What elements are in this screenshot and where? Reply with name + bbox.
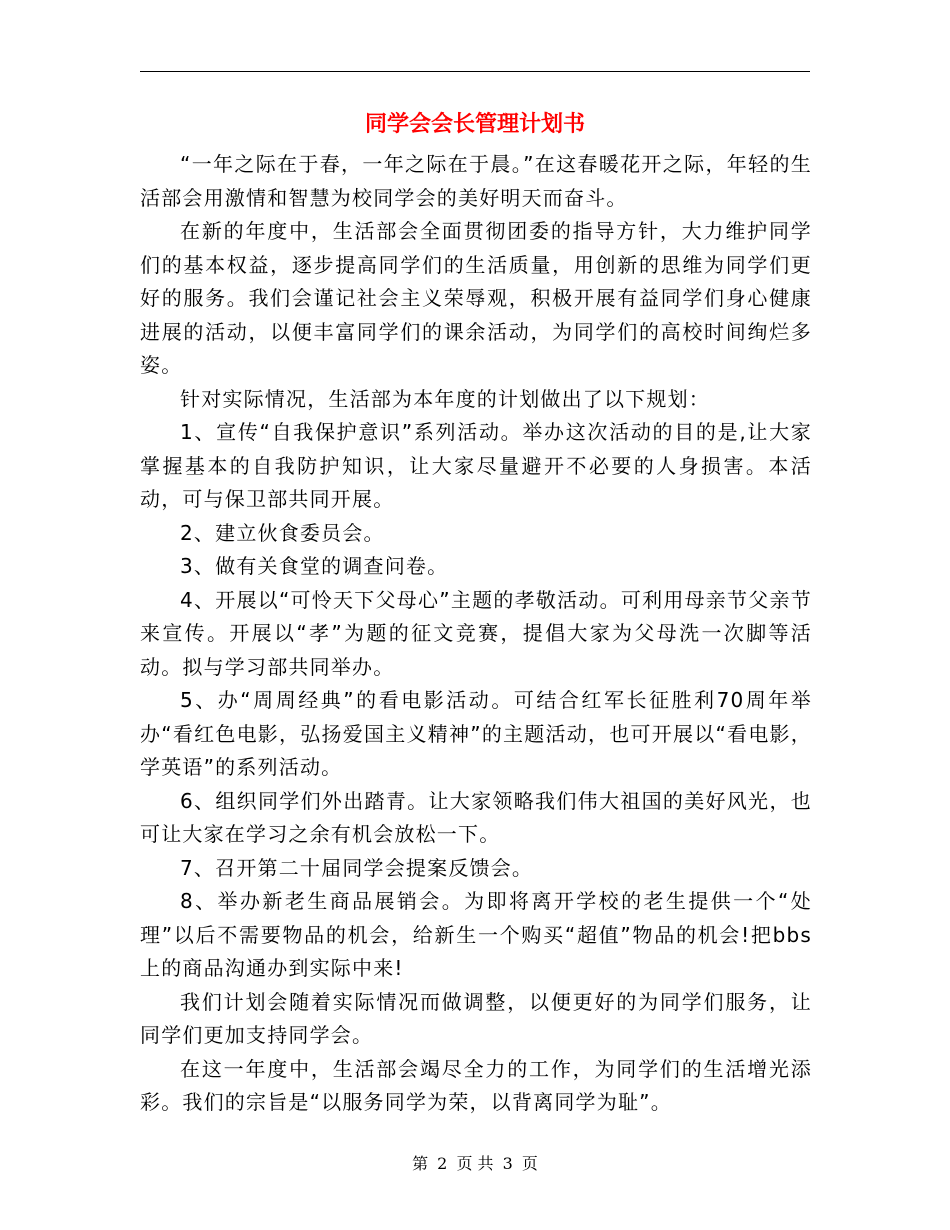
header-rule (140, 71, 810, 72)
document-title: 同学会会长管理计划书 (364, 112, 585, 137)
page-footer (0, 1152, 950, 1176)
plan-item-2: 2、建立伙食委员会。 (180, 520, 385, 545)
plan-item-7: 7、召开第二十届同学会提案反馈会。 (180, 855, 534, 880)
footer-page-number: 2 (437, 1154, 448, 1173)
footer-mid: 页 共 (456, 1154, 494, 1173)
document-body (140, 148, 812, 1120)
footer-prefix: 第 (412, 1154, 429, 1173)
paragraph-closing: 在这一年度中，生活部会竭尽全力的工作，为同学们的生活增光添彩。我们的宗旨是“以服务同学为荣，以背离同学为耻”。 (140, 1056, 812, 1114)
paragraph-adjustment: 我们计划会随着实际情况而做调整，以便更好的为同学们服务，让同学们更加支持同学会。 (140, 989, 812, 1047)
plan-item-6: 6、组织同学们外出踏青。让大家领略我们伟大祖国的美好风光，也可让大家在学习之余有机会放松一下。 (140, 788, 812, 846)
plan-item-1: 1、宣传“自我保护意识”系列活动。举办这次活动的目的是,让大家掌握基本的自我防护知识，让大家尽量避开不必要的人身损害。本活动，可与保卫部共同开展。 (140, 420, 812, 511)
paragraph-goals: 在新的年度中，生活部会全面贯彻团委的指导方针，大力维护同学们的基本权益，逐步提高同学们的生活质量，用创新的思维为同学们更好的服务。我们会谨记社会主义荣辱观，积极开展有益同学们身心健康进展的活动，以便丰富同学们的课余活动，为同学们的高校时间绚烂多姿。 (140, 219, 812, 377)
plan-item-5: 5、办“周周经典”的看电影活动。可结合红军长征胜利70周年举办“看红色电影，弘扬爱国主义精神”的主题活动，也可开展以“看电影，学英语”的系列活动。 (140, 688, 812, 779)
paragraph-plan-lead: 针对实际情况，生活部为本年度的计划做出了以下规划： (180, 386, 710, 411)
plan-item-8: 8、举办新老生商品展销会。为即将离开学校的老生提供一个“处理”以后不需要物品的机会，给新生一个购买“超值”物品的机会!把bbs上的商品沟通办到实际中来! (140, 889, 812, 980)
footer-suffix: 页 (521, 1154, 538, 1173)
plan-item-4: 4、开展以“可怜天下父母心”主题的孝敬活动。可利用母亲节父亲节来宣传。开展以“孝”为题的征文竞赛，提倡大家为父母洗一次脚等活动。拟与学习部共同举办。 (140, 587, 812, 679)
footer-page-total: 3 (502, 1154, 513, 1173)
paragraph-intro: “一年之际在于春，一年之际在于晨。”在这春暖花开之际，年轻的生活部会用激情和智慧为校同学会的美好明天而奋斗。 (140, 152, 812, 210)
plan-item-3: 3、做有关食堂的调查问卷。 (180, 554, 449, 578)
